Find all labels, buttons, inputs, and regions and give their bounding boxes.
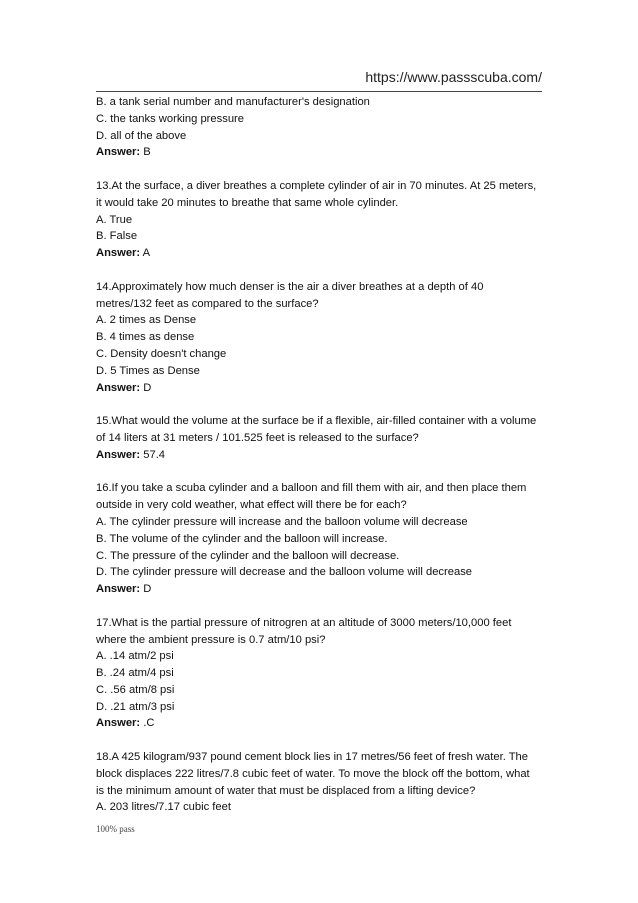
- question-15: [96, 413, 546, 463]
- question-13: [96, 178, 546, 262]
- question-14: [96, 279, 546, 397]
- question-18: [96, 749, 546, 816]
- option-line: A. 203 litres/7.17 cubic feet: [96, 801, 231, 814]
- option-line: D. The cylinder pressure will decrease and the balloon volume will decrease: [96, 566, 473, 579]
- answer-label: Answer:: [96, 247, 141, 260]
- option-line: A. 2 times as Dense: [96, 314, 197, 327]
- document-body: [96, 94, 546, 816]
- header-divider: [96, 91, 542, 92]
- option-line: D. .21 atm/3 psi: [96, 700, 175, 713]
- answer-line: [96, 715, 546, 732]
- footer-text: 100% pass: [96, 824, 135, 834]
- option-line: A. The cylinder pressure will increase and the balloon volume will decrease: [96, 515, 468, 528]
- question-text: it would take 20 minutes to breathe that same whole cylinder.: [96, 196, 399, 209]
- answer-line: [96, 144, 546, 161]
- option-line: C. Density doesn't change: [96, 347, 227, 360]
- option-line: B. 4 times as dense: [96, 331, 195, 344]
- answer-value: D: [140, 583, 152, 596]
- question-text: 17.What is the partial pressure of nitrogren at an altitude of 3000 meters/10,000 feet: [96, 616, 512, 629]
- answer-value: D: [140, 381, 152, 394]
- question-text: is the minimum amount of water that must be displaced from a lifting device?: [96, 784, 476, 797]
- answer-label: Answer:: [96, 381, 141, 394]
- question-17: [96, 615, 546, 733]
- question-text: 16.If you take a scuba cylinder and a balloon and fill them with air, and then place them: [96, 482, 527, 495]
- option-line: B. .24 atm/4 psi: [96, 667, 174, 680]
- question-text: 13.At the surface, a diver breathes a complete cylinder of air in 70 minutes. At 25 meters,: [96, 179, 537, 192]
- option-line: C. the tanks working pressure: [96, 112, 244, 125]
- question-text: block displaces 222 litres/7.8 cubic feet of water. To move the block off the bottom, what: [96, 767, 530, 780]
- answer-line: [96, 380, 546, 397]
- question-text: 18.A 425 kilogram/937 pound cement block lies in 17 metres/56 feet of fresh water. The: [96, 751, 529, 764]
- question-text: outside in very cold weather, what effect will there be for each?: [96, 499, 407, 512]
- option-line: B. a tank serial number and manufacturer's designation: [96, 96, 370, 108]
- intro-block: [96, 94, 546, 161]
- option-line: B. The volume of the cylinder and the balloon will increase.: [96, 532, 388, 545]
- option-line: B. False: [96, 230, 138, 243]
- option-line: D. all of the above: [96, 129, 187, 142]
- answer-line: [96, 245, 546, 262]
- question-text: 15.What would the volume at the surface be if a flexible, air-filled container with a volume: [96, 415, 537, 428]
- option-line: D. 5 Times as Dense: [96, 364, 200, 377]
- option-line: A. True: [96, 213, 133, 226]
- question-text: metres/132 feet as compared to the surface?: [96, 297, 319, 310]
- answer-label: Answer:: [96, 717, 141, 730]
- answer-label: Answer:: [96, 583, 141, 596]
- answer-label: Answer:: [96, 448, 141, 461]
- answer-value: .C: [140, 717, 155, 730]
- answer-label: Answer:: [96, 146, 141, 159]
- header-url: https://www.passscuba.com/: [365, 69, 542, 85]
- answer-line: [96, 447, 546, 464]
- question-16: [96, 480, 546, 598]
- option-line: A. .14 atm/2 psi: [96, 650, 174, 663]
- question-text: 14.Approximately how much denser is the air a diver breathes at a depth of 40: [96, 280, 484, 293]
- answer-value: A: [140, 247, 151, 260]
- question-text: of 14 liters at 31 meters / 101.525 feet is released to the surface?: [96, 431, 419, 444]
- option-line: C. .56 atm/8 psi: [96, 683, 175, 696]
- answer-value: 57.4: [140, 448, 166, 461]
- question-text: where the ambient pressure is 0.7 atm/10 psi?: [96, 633, 326, 646]
- answer-line: [96, 581, 546, 598]
- option-line: C. The pressure of the cylinder and the balloon will decrease.: [96, 549, 400, 562]
- answer-value: B: [140, 146, 151, 159]
